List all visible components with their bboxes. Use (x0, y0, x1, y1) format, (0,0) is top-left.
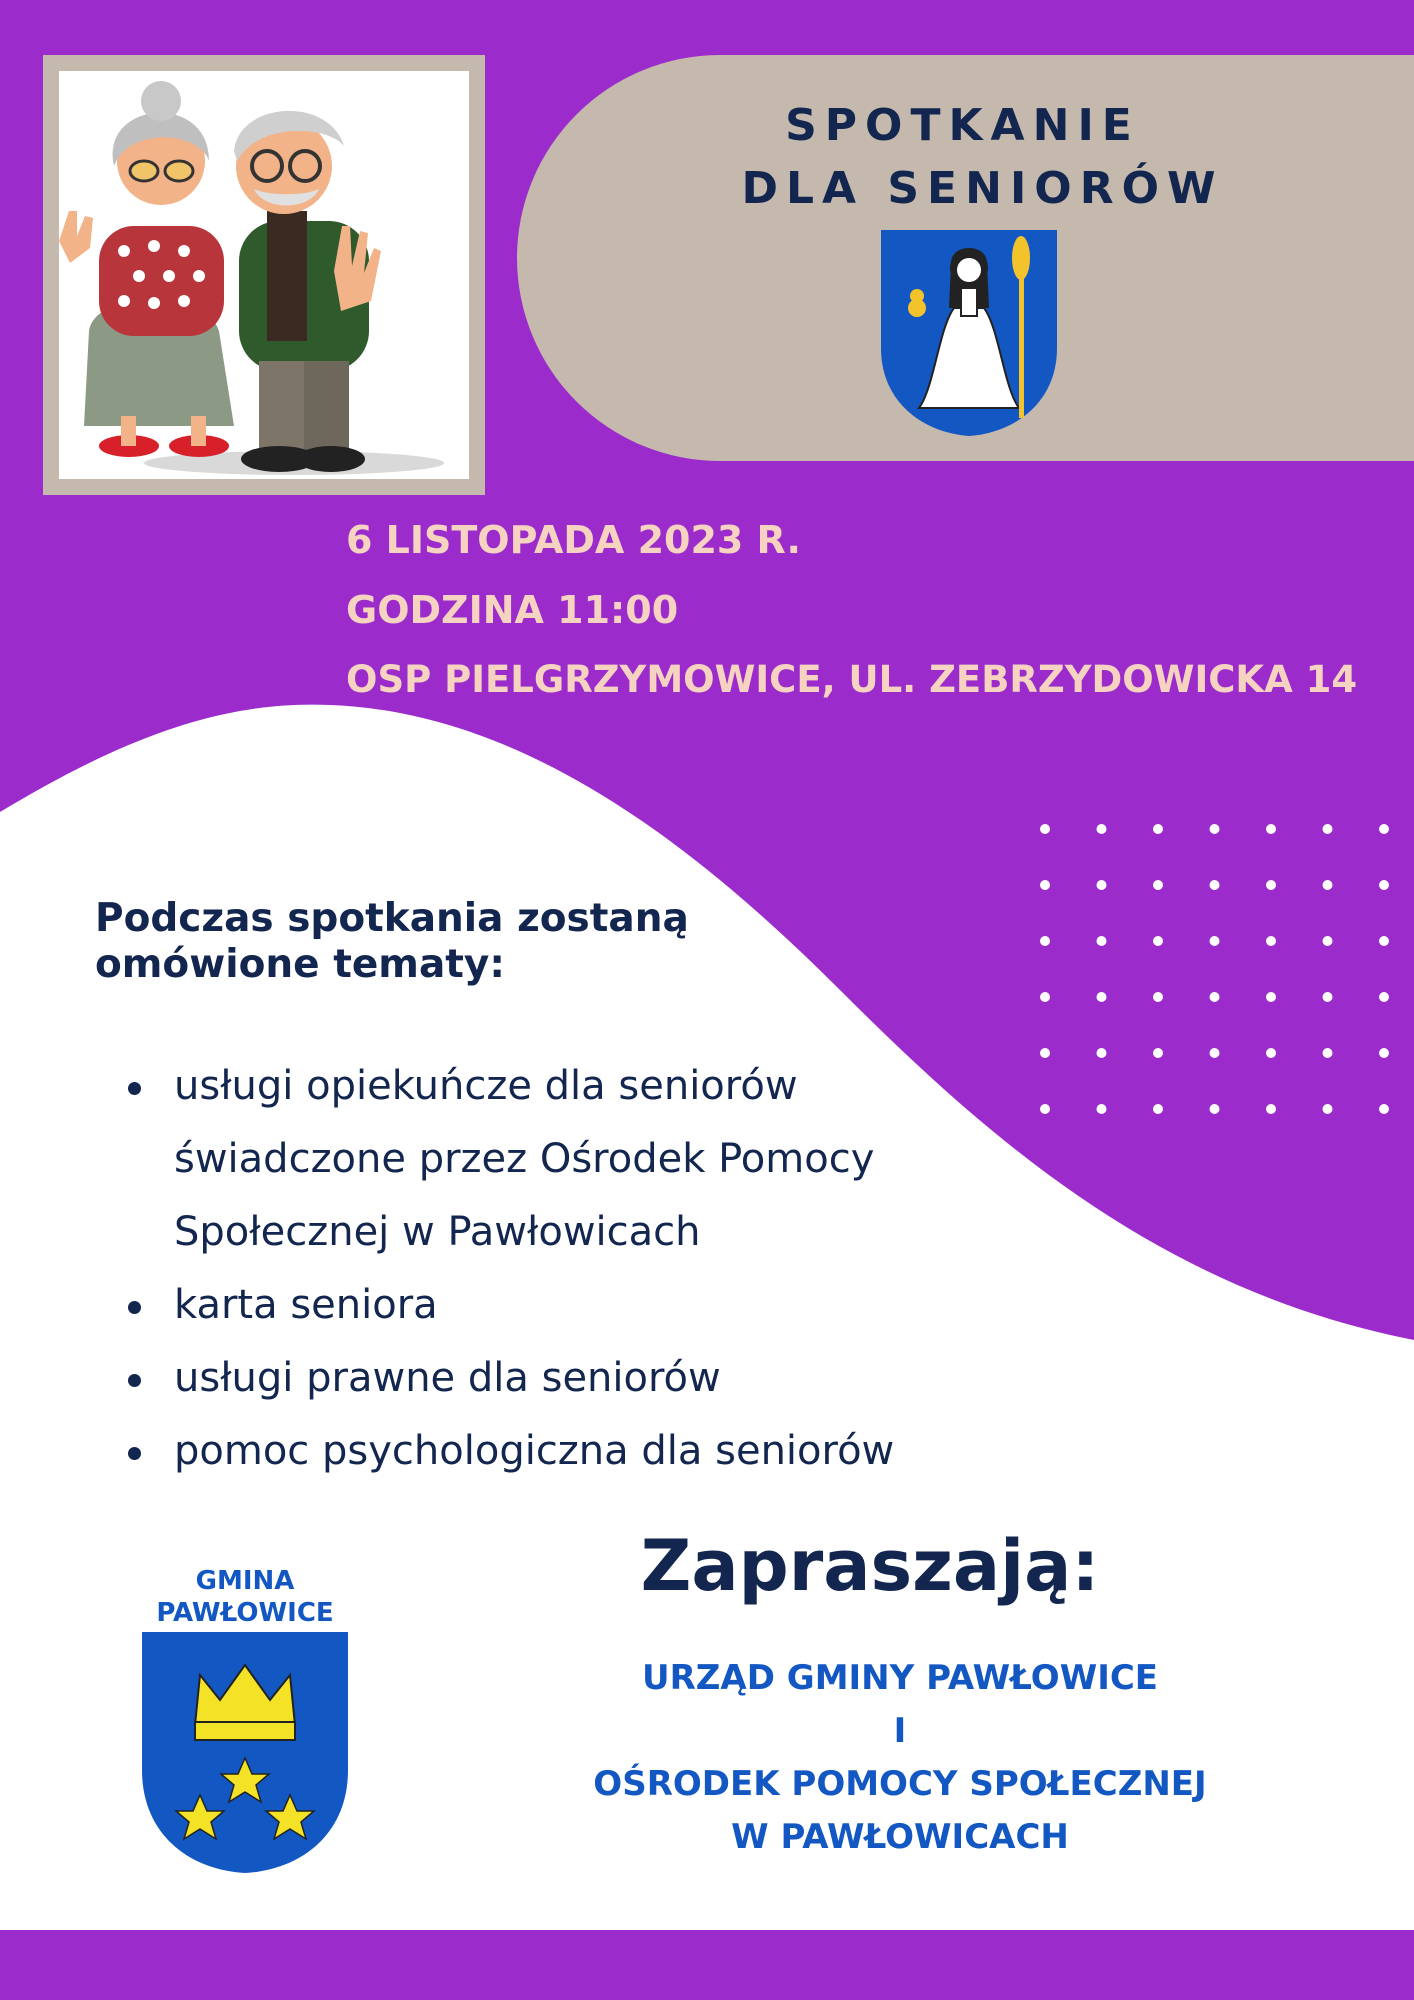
decorative-dot (1210, 936, 1220, 946)
organizer-line-3: OŚRODEK POMOCY SPOŁECZNEJ (593, 1764, 1207, 1804)
decorative-dot (1266, 824, 1276, 834)
decorative-dot (1153, 824, 1163, 834)
topics-heading: Podczas spotkania zostaną omówione tematy: (95, 896, 689, 987)
gmina-logo-line-1: GMINA (195, 1566, 295, 1596)
decorative-dot (1040, 824, 1050, 834)
decorative-dot (1153, 936, 1163, 946)
decorative-dot (1097, 1048, 1107, 1058)
decorative-dot (1097, 1104, 1107, 1114)
decorative-dot (1379, 1048, 1389, 1058)
title-line-1: SPOTKANIE (785, 100, 1140, 151)
gmina-crest-icon (140, 1630, 350, 1875)
event-date: 6 LISTOPADA 2023 R. (346, 518, 801, 562)
list-item: pomoc psychologiczna dla seniorów (122, 1415, 1062, 1488)
decorative-dot (1210, 992, 1220, 1002)
list-item: karta seniora (122, 1269, 1062, 1342)
decorative-dot (1379, 936, 1389, 946)
decorative-dot (1323, 1048, 1333, 1058)
decorative-dot (1097, 880, 1107, 890)
decorative-dot (1040, 992, 1050, 1002)
gmina-logo-line-2: PAWŁOWICE (156, 1598, 334, 1628)
decorative-dot (1379, 1104, 1389, 1114)
organizer-line-4: W PAWŁOWICACH (731, 1817, 1069, 1857)
gmina-logo-label (130, 1565, 360, 1629)
title-line-2: DLA SENIORÓW (741, 163, 1224, 214)
decorative-dot (1379, 992, 1389, 1002)
decorative-dot (1266, 992, 1276, 1002)
decorative-dot (1266, 1104, 1276, 1114)
list-item: usługi prawne dla seniorów (122, 1342, 1062, 1415)
event-place: OSP PIELGRZYMOWICE, UL. ZEBRZYDOWICKA 14 (346, 658, 1358, 701)
decorative-dot (1323, 1104, 1333, 1114)
organizer-line-2: I (893, 1711, 907, 1751)
decorative-dot (1266, 936, 1276, 946)
invite-heading: Zapraszają: (640, 1525, 1100, 1607)
decorative-dot (1210, 1104, 1220, 1114)
title-banner (517, 55, 1414, 461)
decorative-dot (1097, 824, 1107, 834)
event-time: GODZINA 11:00 (346, 588, 679, 632)
decorative-dot (1153, 1048, 1163, 1058)
topics-list (122, 1050, 1062, 1488)
decorative-dot (1153, 1104, 1163, 1114)
organizers (540, 1652, 1260, 1864)
decorative-dot (1097, 992, 1107, 1002)
decorative-dot (1040, 880, 1050, 890)
decorative-dot (1153, 880, 1163, 890)
decorative-dot (1379, 880, 1389, 890)
gmina-logo (130, 1565, 360, 1875)
seniors-couple-illustration (59, 71, 469, 479)
decorative-dot (1266, 880, 1276, 890)
village-crest-icon (879, 228, 1059, 438)
decorative-dot (1097, 936, 1107, 946)
photo-frame (43, 55, 485, 495)
decorative-dot (1323, 880, 1333, 890)
decorative-dot (1379, 824, 1389, 834)
decorative-dot (1323, 992, 1333, 1002)
bottom-band (0, 1930, 1414, 2000)
decorative-dot (1210, 1048, 1220, 1058)
decorative-dot (1040, 936, 1050, 946)
organizer-line-1: URZĄD GMINY PAWŁOWICE (641, 1658, 1159, 1698)
decorative-dot (1153, 992, 1163, 1002)
decorative-dot (1210, 880, 1220, 890)
dot-grid-decoration (1040, 824, 1389, 1114)
list-item: usługi opiekuńcze dla seniorów świadczone przez Ośrodek Pomocy Społecznej w Pawłowicach (122, 1050, 914, 1269)
decorative-dot (1266, 1048, 1276, 1058)
decorative-dot (1323, 936, 1333, 946)
decorative-dot (1323, 824, 1333, 834)
decorative-dot (1210, 824, 1220, 834)
